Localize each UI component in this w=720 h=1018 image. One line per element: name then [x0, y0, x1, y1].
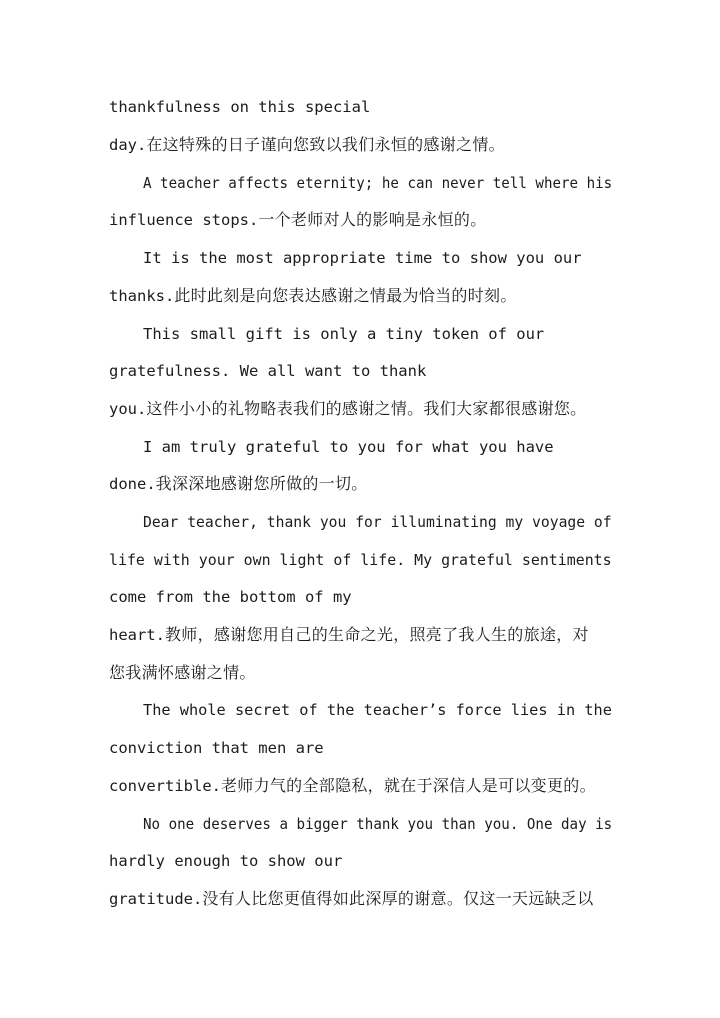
text-line: [109, 625, 589, 645]
text-line: [143, 248, 582, 268]
english-text: gratefulness. We all want to thank: [109, 362, 427, 380]
text-line: [109, 286, 517, 306]
english-text: This small gift is only a tiny token of our: [143, 325, 545, 343]
chinese-text: 我深深地感谢您所做的一切。: [155, 474, 368, 493]
text-line: [109, 587, 352, 607]
english-text: life with your own light of life. My grateful sentiments: [109, 551, 612, 569]
english-text: you.: [109, 400, 147, 418]
english-text: hardly enough to show our: [109, 852, 343, 870]
text-line: [109, 210, 487, 230]
english-text: conviction that men are: [109, 739, 324, 757]
english-text: A teacher affects eternity; he can never tell where his: [143, 174, 613, 192]
chinese-text: 在这特殊的日子谨向您致以我们永恒的感谢之情。: [146, 135, 505, 154]
english-text: It is the most appropriate time to show you our: [143, 249, 582, 267]
text-line: [109, 889, 594, 909]
english-text: done.: [109, 475, 156, 493]
text-line: [143, 324, 544, 344]
text-line: [109, 399, 586, 419]
english-text: come from the bottom of my: [109, 588, 352, 606]
text-line: [109, 97, 370, 117]
text-line: [143, 512, 612, 532]
chinese-text: 教师，感谢您用自己的生命之光，照亮了我人生的旅途，对: [165, 625, 589, 644]
text-line: [109, 135, 505, 155]
text-line: [109, 474, 368, 494]
english-text: day.: [109, 136, 147, 154]
english-text: thankfulness on this special: [109, 98, 371, 116]
english-text: convertible.: [109, 777, 221, 795]
english-text: The whole secret of the teacher’s force lies in the: [143, 701, 612, 719]
chinese-text: 一个老师对人的影响是永恒的。: [258, 210, 487, 229]
english-text: gratitude.: [109, 890, 203, 908]
english-text: Dear teacher, thank you for illuminating my voyage of: [143, 513, 612, 531]
chinese-text: 此时此刻是向您表达感谢之情最为恰当的时刻。: [174, 286, 517, 305]
chinese-text: 这件小小的礼物略表我们的感谢之情。我们大家都很感谢您。: [146, 399, 587, 418]
english-text: heart.: [109, 626, 165, 644]
text-line: [109, 738, 324, 758]
text-line: [109, 550, 612, 570]
text-line: [109, 663, 256, 683]
text-line: [143, 437, 554, 457]
text-line: [109, 361, 426, 381]
chinese-text: 没有人比您更值得如此深厚的谢意。仅这一天远缺乏以: [202, 889, 594, 908]
english-text: influence stops.: [109, 211, 259, 229]
text-line: [143, 814, 612, 834]
english-text: thanks.: [109, 287, 175, 305]
chinese-text: 老师力气的全部隐私，就在于深信人是可以变更的。: [220, 776, 596, 795]
english-text: I am truly grateful to you for what you have: [143, 438, 554, 456]
text-line: [143, 700, 612, 720]
chinese-text: 您我满怀感谢之情。: [109, 663, 256, 682]
text-line: [143, 173, 612, 193]
english-text: No one deserves a bigger thank you than you. One day is: [143, 815, 613, 833]
text-line: [109, 776, 596, 796]
text-line: [109, 851, 342, 871]
